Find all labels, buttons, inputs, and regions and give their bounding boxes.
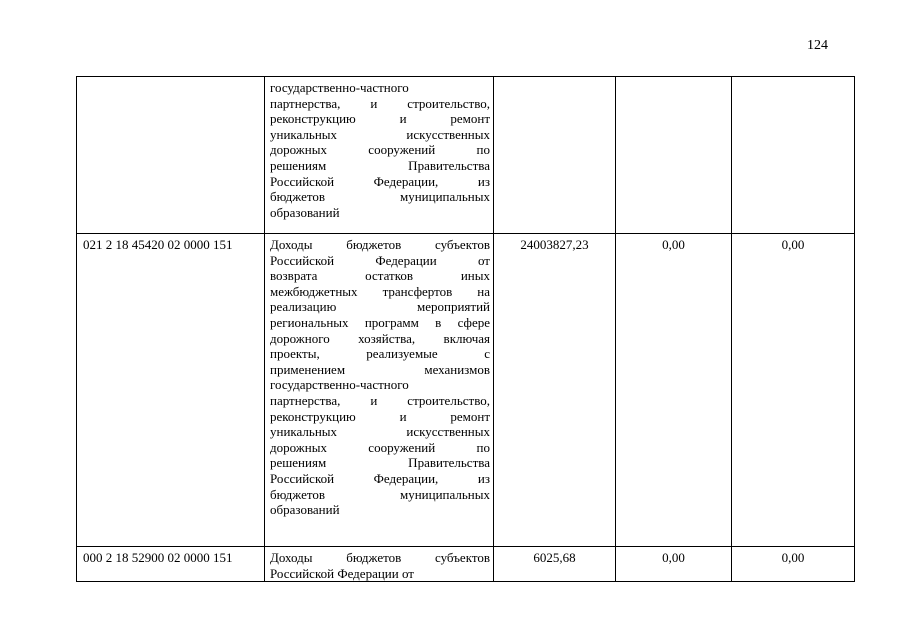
description-line: дорожного хозяйства, включая: [270, 330, 490, 346]
description-line: дорожных сооружений по: [270, 439, 490, 455]
description-line: межбюджетных трансфертов на: [270, 283, 490, 299]
description-line: Доходы бюджетов субъектов: [270, 237, 490, 252]
value-cell-3: 0,00: [732, 234, 855, 547]
description-line: реконструкцию и ремонт: [270, 408, 490, 424]
table-row: [77, 77, 855, 234]
description-line: применением механизмов: [270, 361, 490, 377]
value-cell-3: 0,00: [732, 547, 855, 582]
value-cell-1: [494, 77, 616, 234]
budget-code-cell: 000 2 18 52900 02 0000 151: [77, 547, 265, 582]
description-line: Российской Федерации от: [270, 565, 414, 581]
budget-code-cell: [77, 77, 265, 234]
value-cell-2: 0,00: [616, 234, 732, 547]
description-line: государственно-частного: [270, 80, 409, 95]
description-line: образований: [270, 502, 340, 518]
description-line: дорожных сооружений по: [270, 142, 490, 158]
value-cell-1: 6025,68: [494, 547, 616, 582]
value-cell-2: 0,00: [616, 547, 732, 582]
description-line: бюджетов муниципальных: [270, 486, 490, 502]
description-line: решениям Правительства: [270, 157, 490, 173]
description-line: Российской Федерации от: [270, 252, 490, 268]
description-cell: [265, 77, 494, 234]
description-line: партнерства, и строительство,: [270, 95, 490, 111]
description-line: государственно-частного: [270, 377, 409, 393]
page-number: 124: [807, 38, 828, 53]
description-line: партнерства, и строительство,: [270, 392, 490, 408]
value-cell-2: [616, 77, 732, 234]
budget-revenue-table: [76, 76, 855, 582]
description-cell: [265, 547, 494, 582]
description-line: уникальных искусственных: [270, 126, 490, 142]
description-line: уникальных искусственных: [270, 424, 490, 440]
table-row: [77, 547, 855, 582]
description-line: решениям Правительства: [270, 455, 490, 471]
description-line: проекты, реализуемые с: [270, 346, 490, 362]
value-cell-1: 24003827,23: [494, 234, 616, 547]
description-line: возврата остатков иных: [270, 268, 490, 284]
budget-code-cell: 021 2 18 45420 02 0000 151: [77, 234, 265, 547]
description-line: реализацию мероприятий: [270, 299, 490, 315]
table-row: [77, 234, 855, 547]
description-text: [270, 237, 490, 518]
description-text: [270, 80, 490, 220]
description-line: образований: [270, 204, 340, 220]
value-cell-3: [732, 77, 855, 234]
description-line: бюджетов муниципальных: [270, 189, 490, 205]
description-cell: [265, 234, 494, 547]
description-line: Доходы бюджетов субъектов: [270, 550, 490, 565]
description-line: Российской Федерации, из: [270, 470, 490, 486]
description-text: [270, 550, 490, 581]
description-line: реконструкцию и ремонт: [270, 111, 490, 127]
description-line: региональных программ в сфере: [270, 314, 490, 330]
description-line: Российской Федерации, из: [270, 173, 490, 189]
